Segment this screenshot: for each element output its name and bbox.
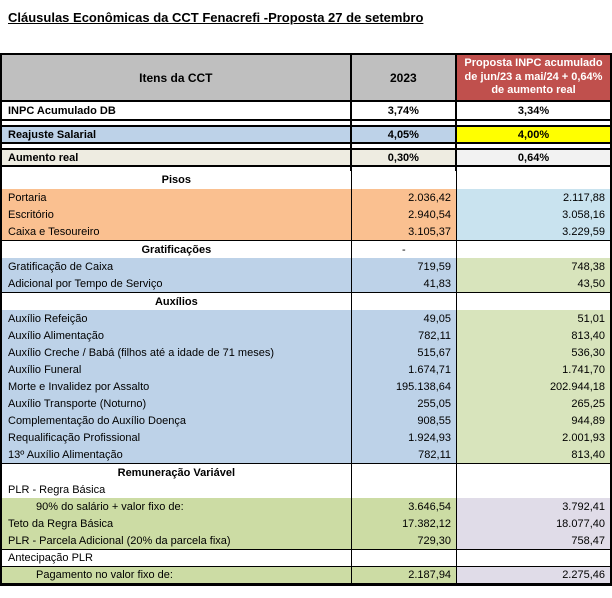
section-header-row [2, 463, 610, 481]
value-proposta-cell[interactable]: 1.741,70 [457, 361, 610, 378]
value-proposta-cell[interactable]: 813,40 [457, 446, 610, 463]
value-proposta-cell[interactable]: 3.792,41 [457, 498, 610, 515]
header-proposta-inpc[interactable]: Proposta INPC acumulado de jun/23 a mai/24 + 0,64% de aumento real [457, 55, 610, 100]
item-cell[interactable]: Gratificação de Caixa [2, 258, 352, 275]
item-cell[interactable]: Portaria [2, 189, 352, 206]
item-cell[interactable]: 13º Auxílio Alimentação [2, 446, 352, 463]
value-2023-cell[interactable]: 782,11 [352, 446, 457, 463]
value-2023-cell[interactable] [352, 293, 457, 310]
value-proposta-cell[interactable]: 4,00% [457, 127, 610, 142]
value-proposta-cell[interactable]: 265,25 [457, 395, 610, 412]
value-2023-cell[interactable]: 719,59 [352, 258, 457, 275]
table-row [2, 446, 610, 463]
value-2023-cell[interactable]: 729,30 [352, 532, 457, 549]
value-proposta-cell[interactable]: 758,47 [457, 532, 610, 549]
header-itens-da-cct[interactable]: Itens da CCT [2, 55, 352, 100]
value-2023-cell[interactable]: 195.138,64 [352, 378, 457, 395]
item-cell[interactable]: Aumento real [2, 150, 352, 165]
value-2023-cell[interactable] [352, 481, 457, 498]
item-cell[interactable]: Auxílio Alimentação [2, 327, 352, 344]
value-proposta-cell[interactable]: 2.275,46 [457, 567, 610, 583]
table-row [2, 102, 610, 121]
table-row [2, 310, 610, 327]
item-cell[interactable]: Caixa e Tesoureiro [2, 223, 352, 240]
value-proposta-cell[interactable]: 536,30 [457, 344, 610, 361]
value-2023-cell[interactable]: 1.924,93 [352, 429, 457, 446]
table-body [2, 102, 610, 583]
value-proposta-cell[interactable] [457, 481, 610, 498]
table-row [2, 532, 610, 549]
value-proposta-cell[interactable] [457, 171, 610, 189]
value-proposta-cell[interactable] [457, 464, 610, 481]
table-row [2, 566, 610, 583]
table-row [2, 206, 610, 223]
item-cell[interactable]: Morte e Invalidez por Assalto [2, 378, 352, 395]
value-proposta-cell[interactable] [457, 550, 610, 566]
value-2023-cell[interactable]: 2.036,42 [352, 189, 457, 206]
table-row [2, 378, 610, 395]
item-cell[interactable]: Reajuste Salarial [2, 127, 352, 142]
spacer-row [2, 121, 610, 125]
value-proposta-cell[interactable]: 51,01 [457, 310, 610, 327]
item-cell[interactable]: Auxílio Transporte (Noturno) [2, 395, 352, 412]
table-row [2, 515, 610, 532]
value-proposta-cell[interactable]: 18.077,40 [457, 515, 610, 532]
value-2023-cell[interactable]: 3.105,37 [352, 223, 457, 240]
table-row [2, 412, 610, 429]
item-cell[interactable]: Teto da Regra Básica [2, 515, 352, 532]
item-cell[interactable]: Antecipação PLR [2, 550, 352, 566]
table-row [2, 498, 610, 515]
table-row [2, 327, 610, 344]
table-row [2, 258, 610, 275]
spacer-cell [352, 144, 457, 148]
section-title-cell[interactable]: Pisos [2, 171, 352, 189]
value-proposta-cell[interactable] [457, 241, 610, 258]
item-cell[interactable]: Pagamento no valor fixo de: [2, 567, 352, 583]
item-cell[interactable]: Complementação do Auxílio Doença [2, 412, 352, 429]
value-2023-cell[interactable]: 0,30% [352, 150, 457, 165]
section-header-row [2, 240, 610, 258]
table-row [2, 344, 610, 361]
value-2023-cell[interactable]: 4,05% [352, 127, 457, 142]
value-proposta-cell[interactable]: 43,50 [457, 275, 610, 292]
value-proposta-cell[interactable]: 0,64% [457, 150, 610, 165]
spacer-cell [457, 144, 610, 148]
table-header-row [2, 55, 610, 102]
spacer-cell [2, 144, 352, 148]
value-2023-cell[interactable]: 3,74% [352, 102, 457, 119]
item-cell[interactable]: Auxílio Creche / Babá (filhos até a idade de 71 meses) [2, 344, 352, 361]
section-title-cell[interactable]: Gratificações [2, 241, 352, 258]
header-2023[interactable]: 2023 [352, 55, 457, 100]
value-2023-cell[interactable]: 255,05 [352, 395, 457, 412]
value-2023-cell[interactable]: 2.940,54 [352, 206, 457, 223]
value-2023-cell[interactable] [352, 464, 457, 481]
spacer-cell [2, 121, 352, 125]
table-row [2, 361, 610, 378]
value-proposta-cell[interactable]: 3.229,59 [457, 223, 610, 240]
value-proposta-cell[interactable] [457, 293, 610, 310]
value-2023-cell[interactable] [352, 171, 457, 189]
section-header-row [2, 171, 610, 189]
value-proposta-cell[interactable]: 2.117,88 [457, 189, 610, 206]
item-cell[interactable]: PLR - Parcela Adicional (20% da parcela fixa) [2, 532, 352, 549]
cct-table [0, 53, 612, 586]
value-2023-cell[interactable]: 2.187,94 [352, 567, 457, 583]
spacer-row [2, 144, 610, 148]
item-cell[interactable]: INPC Acumulado DB [2, 102, 352, 119]
table-row [2, 148, 610, 167]
value-proposta-cell[interactable]: 813,40 [457, 327, 610, 344]
spacer-cell [352, 121, 457, 125]
value-2023-cell[interactable]: 908,55 [352, 412, 457, 429]
table-row [2, 549, 610, 566]
value-2023-cell[interactable]: 17.382,12 [352, 515, 457, 532]
spacer-cell [457, 121, 610, 125]
value-proposta-cell[interactable]: 748,38 [457, 258, 610, 275]
value-2023-cell[interactable] [352, 550, 457, 566]
item-cell[interactable]: Adicional por Tempo de Serviço [2, 275, 352, 292]
value-2023-cell[interactable]: 1.674,71 [352, 361, 457, 378]
item-cell[interactable]: Auxílio Funeral [2, 361, 352, 378]
item-cell[interactable]: Requalificação Profissional [2, 429, 352, 446]
value-proposta-cell[interactable]: 3.058,16 [457, 206, 610, 223]
value-2023-cell[interactable]: 515,67 [352, 344, 457, 361]
item-cell[interactable]: Auxílio Refeição [2, 310, 352, 327]
table-row [2, 481, 610, 498]
item-cell[interactable]: Escritório [2, 206, 352, 223]
value-2023-cell[interactable]: 782,11 [352, 327, 457, 344]
section-title-cell[interactable]: Remuneração Variável [2, 464, 352, 481]
table-row [2, 125, 610, 144]
value-proposta-cell[interactable]: 2.001,93 [457, 429, 610, 446]
value-proposta-cell[interactable]: 944,89 [457, 412, 610, 429]
value-proposta-cell[interactable]: 3,34% [517, 104, 550, 117]
value-proposta-cell[interactable]: 202.944,18 [457, 378, 610, 395]
value-2023-cell[interactable]: - [352, 241, 457, 258]
value-2023-cell[interactable]: 49,05 [352, 310, 457, 327]
section-header-row [2, 292, 610, 310]
table-row [2, 275, 610, 292]
table-row [2, 395, 610, 412]
table-row [2, 223, 610, 240]
value-2023-cell[interactable]: 41,83 [352, 275, 457, 292]
item-cell[interactable]: PLR - Regra Básica [2, 481, 352, 498]
value-2023-cell[interactable]: 3.646,54 [352, 498, 457, 515]
page-title: Cláusulas Econômicas da CCT Fenacrefi -Proposta 27 de setembro [8, 10, 424, 25]
table-row [2, 429, 610, 446]
section-title-cell[interactable]: Auxílios [2, 293, 352, 310]
table-row [2, 189, 610, 206]
item-cell[interactable]: 90% do salário + valor fixo de: [2, 498, 352, 515]
